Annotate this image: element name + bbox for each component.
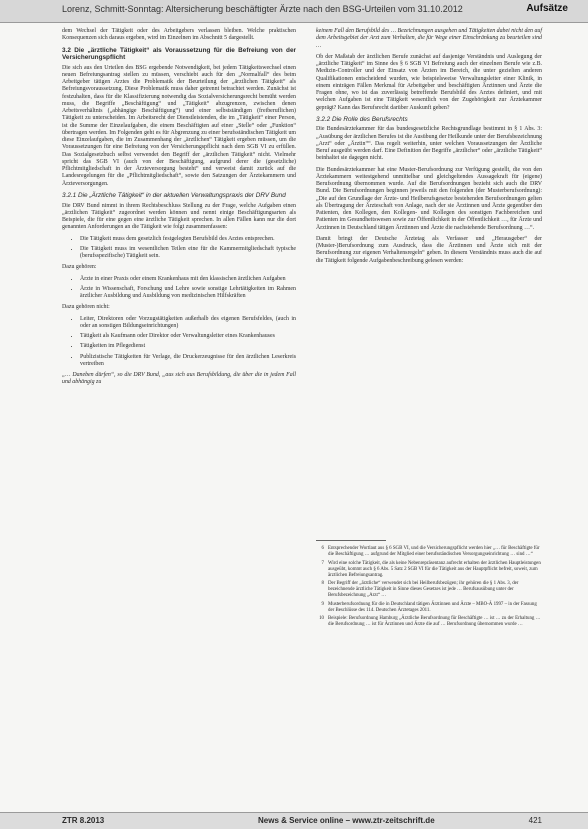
section-heading: 3.2 Die „ärztliche Tätigkeit“ als Voraussetzung für die Befreiung von der Versicherungspflicht (62, 46, 296, 62)
footnote-number: 9 (321, 601, 324, 607)
running-title: Lorenz, Schmitt-Sonntag: Altersicherung beschäftigter Ärzte nach den BSG-Urteilen vom 31.10.2012 (62, 4, 463, 14)
subsection-heading: 3.2.2 Die Rolle des Berufsrechts (316, 115, 408, 123)
footnote-text: Entsprechender Wortlaut aus § 6 SGB VI, und die Versicherungspflicht werden hier „… für Beschäftigte für die Beschäftigung … aufgrund der Mitglied einer berufsständischen Versorgungseinrichtung … sind …“ (328, 546, 540, 557)
left-column (62, 28, 296, 391)
footnote (316, 561, 542, 579)
footnote (316, 581, 542, 599)
paragraph: Die Bundesärztekammer für das bundesgesetzliche Rechtsgrundlage bestimmt in § 1 Abs. 3: „Ausübung der ärztlichen Berufes ist die Ausübung der Heilkunde unter der Berufsbezeichnung „Arzt“ oder „Ärztin““. Das regelt weiterhin, unter welchen Voraussetzungen der Ärztliche Beruf ausgeübt werden darf. Eine Definition der Begriffe „ärztlicher“ oder „ärztliche Tätigkeit“ beinhaltet sie dagegen nicht. (316, 126, 542, 162)
list-item: • Die Tätigkeit muss dem gesetzlich festgelegten Berufsbild des Arztes entsprechen. (80, 236, 296, 243)
bullet-list (62, 316, 296, 369)
footnote (316, 616, 542, 628)
journal-issue: ZTR 8.2013 (62, 816, 105, 825)
footnote-text: Der Begriff der „ärztliche“ verwendet sich bei Heilberufsbezügen; ihr gehören die § 1 Abs. 3, der bezeichnende ärztliche Tätigkeit in Sinne dieses Gesetzes ist jede … Berufsausübung unter der Berufsbezeichnung „Arzt“ … (328, 581, 519, 598)
list-item: • Ärzte in einer Praxis oder einem Krankenhaus mit den klassischen ärztlichen Aufgaben (80, 276, 296, 283)
footnote-number: 10 (319, 616, 324, 621)
page-header (0, 0, 588, 23)
footnote-number: 6 (321, 546, 324, 551)
footnote-divider (316, 540, 386, 541)
footnote-number: 8 (321, 581, 324, 586)
footnote-number: 7 (321, 560, 324, 566)
paragraph: „… Daneben dürfen“, so die DRV Bund, „aus sich aus Berufsbildung, die über die in jedem Fall und abhängig zu (62, 372, 296, 386)
paragraph: Die Bundesärztekammer hat eine Muster-Berufsordnung zur Verfügung gestellt, die von den Ärztekammern weitestgehend unmittelbar und gleichgeltendes Aussagekraft für (eigene) Berufsordnung übernommen wurde. Auf die Berufsordnungen bezieht sich auch die DRV Bund. Die Berufsordnungen beginnen jeweils mit den folgenden (der Musterberufsordnung): „Die auf den Grundlage der Ärzte- und Heilberufsgesetze bestehenden Berufsordnungen gelten als Übertragung der Ärzteschaft von Anlage, nach der sie Ärztinnen und Ärzte gegenüber den Patienten, den Kollegen, den Kollegen- und Kollegen des sonstigen Fachbereichen und Patienten im Gesundheitswesen sowie zur Öffentlichkeit in der Öffentlichkeit …, für Ärzte und Ärztinnen in Deutschland tätigen Ärztinnen und Ärzte die nachstehende Berufsordnung …“. (316, 166, 542, 231)
paragraph: Dazu gehören: (62, 264, 97, 271)
page-footer (0, 812, 588, 829)
paragraph: Dazu gehören nicht: (62, 304, 110, 311)
list-item: • Leiter, Direktoren oder Vorzugstätigkeiten außerhalb des eigenen Berufsfeldes, (auch in oder an sonstigen Bildungseinrichtungen) (80, 316, 296, 331)
list-item: • Ärzte in Wissenschaft, Forschung und Lehre sowie sonstige Lehrtätigkeiten im Rahmen ärztlicher Ausbildung und Ausbildung von medizinischen Hilfskräften (80, 286, 296, 301)
list-item: • Publizistische Tätigkeiten für Verlage, die Druckerzeugnisse für den ärztlichen Leserkreis vertreiben (80, 354, 296, 369)
footnote-text: Beispiele: Berufsordnung Hamburg „Ärztliche Berufsordnung für Beschäftigte … ist … zu der Erhaltung … die Berufsordnung … ist für Ärztinnen und Ärzte die auf … Berufsordnung übernommen wurde … (328, 616, 541, 627)
footnotes (316, 546, 542, 631)
bullet-list (62, 236, 296, 261)
paragraph: Die DRV Bund nimmt in ihrem Rechtsbeschluss Stellung zu der Frage, welche Aufgaben einen „ärztlichen Tätigkeit“ zugeordnet werden können und nennt einige Beschäftigungsarten als Beispiele, die für eine gegen eine ärztliche Tätigkeit sprechen. In allen Fällen kann nur die dort genannten Anforderungen an die Tätigkeit wie folgt zusammenfassen: (62, 202, 296, 231)
website-link[interactable]: News & Service online – www.ztr-zeitschrift.de (258, 816, 435, 825)
footnote (316, 546, 542, 558)
paragraph: Ob der Maßstab der ärztlichen Berufe zunächst auf dasjenige Verständnis und Auslegung der „ärztliche Tätigkeit“ im Sinne des § 6 SGB VI Befreiung auch der einzelnen Berufe wie z.B. Medizin-Controller und der Einsatz von Ärzten im Bereich, die unter gezielten anderen Qualifikationen entscheidend wurden, wie beispielsweise Verwaltungsleiter einer Klinik, in einem einträgen Fällen Merkmal für Arbeitgeber und beschäftigten Ärztinnen und Ärzte die Fragen ohne, wo ist das zuverlässig betreffende Berufsbild des Arztes definiert, und mit welchen Aufgaben ist eine Tätigkeit wesentlich von der Zugehörigkeit zur Ärztekammer geprägt? Kann das Berufsrecht darüber Auskunft geben? (316, 53, 542, 111)
footnote-text: Musterberufsordnung für die in Deutschland tätigen Ärztinnen und Ärzte – MBO-Ä 1997 – in der Fassung der Beschlüsse des 114. Deutschen Ärztetages 2011. (328, 601, 537, 613)
paragraph: dem Wechsel der Tätigkeit oder des Arbeitgebers verlassen bleiben. Welche praktischen Konsequenzen sich daraus ergeben, wird im Einzelnen im Abschnitt 5 dargestellt. (62, 28, 296, 42)
bullet-list (62, 276, 296, 301)
list-item: • Tätigkeit als Kaufmann oder Direktor oder Verwaltungsleiter eines Krankenhauses (80, 333, 296, 340)
section-label: Aufsätze (526, 3, 568, 14)
footnote-text: Wird eine solche Tätigkeit, die als keine Nebenrepräsentanz aufrecht erhalten der ärztlichen Hauptleistungen ausgeübt, kommt auch § 6 Abs. 5 Satz 2 SGB VI für die Tätigkeit aus der Hauptpflicht befreit, soweit, zum ärztlichen Befreiungsantrag. (328, 560, 541, 578)
paragraph: keinem Fall den Berufsbild des … Bezeichnungen ausgehen und Tätigkeiten dabei nicht den auf dem Arbeitsgebiet der Arzt zum Verhalten, die für Wege einer Einschränkung zu beurteilen sind … (316, 28, 542, 49)
list-item: • Die Tätigkeit muss im wesentlichen Teilen eine für die Kammermitgliedschaft typische (berufsspezifische) Tätigkeit sein. (80, 246, 296, 261)
right-column (316, 28, 542, 269)
paragraph: Die sich aus den Urteilen des BSG ergebende Notwendigkeit, bei jedem Tätigkeitswechsel einen neuen Befreiungsantrag stellen zu müssen, verschiebt auch für den „Normalfall“ des beim Arbeitgeber tätigen Arztes die Problematik der Beurteilung der „ärztlichen Tätigkeit“ als Befreiungsvoraussetzung. Diese Problematik muss daher getrennt betrachtet werden. Zunächst ist festzuhalten, dass für die Klassifizierung notwendig das Sozialversicherungsrecht bemüht werden muss, die Begriffe „Beschäftigung“ und „Tätigkeit“ abzugrenzen, zwischen denen Arbeitsverhältnis („abhängige Beschäftigung“) und einer selbstständigen (freiberuflichen) Tätigkeit zu unterscheiden. Im Arbeitsrecht der Dienstleistenden, die im „Tätigkeit“ einer Person, ist die Summe der Einzelaufgaben, die einem Beschäftigten auf einer „Stelle“ oder „Funktion“ übertragen werden. Im Folgenden geht es für Abgrenzung zu einer berufsständischen Tätigkeit um diese Einzelaufgaben, die im Zusammenhang der „ärztlichen“ Tätigkeit ergeben müssen, um die Voraussetzungen für eine Befreiung von der Versicherungspflicht nach dem SGB VI zu erfüllen. Das Sozialgesetzbuch selbst verwendet den Begriff der „ärztlichen Tätigkeit“ nicht. Vielmehr spricht das SGB VI (auch von der Beschäftigung, aufgrund derer die (gesetzliche) Pflichtmitgliedschaft in der Ärzteversorgung besteht“ und verweist damit zurück auf die Landesregelungen für die „Pflichtmitgliedschaft“, sowie den Satzungen der Ärztekammern und Ärzteversorgungen. (62, 64, 296, 187)
subsection-heading: 3.2.1 Die „Ärztliche Tätigkeit“ in der aktuellen Verwaltungspraxis der DRV Bund (62, 191, 286, 199)
page-number: 421 (528, 816, 542, 825)
list-item: • Tätigkeiten im Pflegedienst (80, 343, 296, 350)
paragraph: Damit bringt der Deutsche Ärztetag als Verfasser und „Herausgeber“ der (Muster-)Berufsordnung zum Ausdruck, dass die Ärztinnen und Ärzte sich mit der Berufsordnung zur eigenen Verhaltensregeln“ geben. In diesem Verständnis muss auch die auf die Tätigkeit folgende Aufgabenbeschreibung gelesen werden: (316, 235, 542, 264)
footnote (316, 602, 542, 614)
